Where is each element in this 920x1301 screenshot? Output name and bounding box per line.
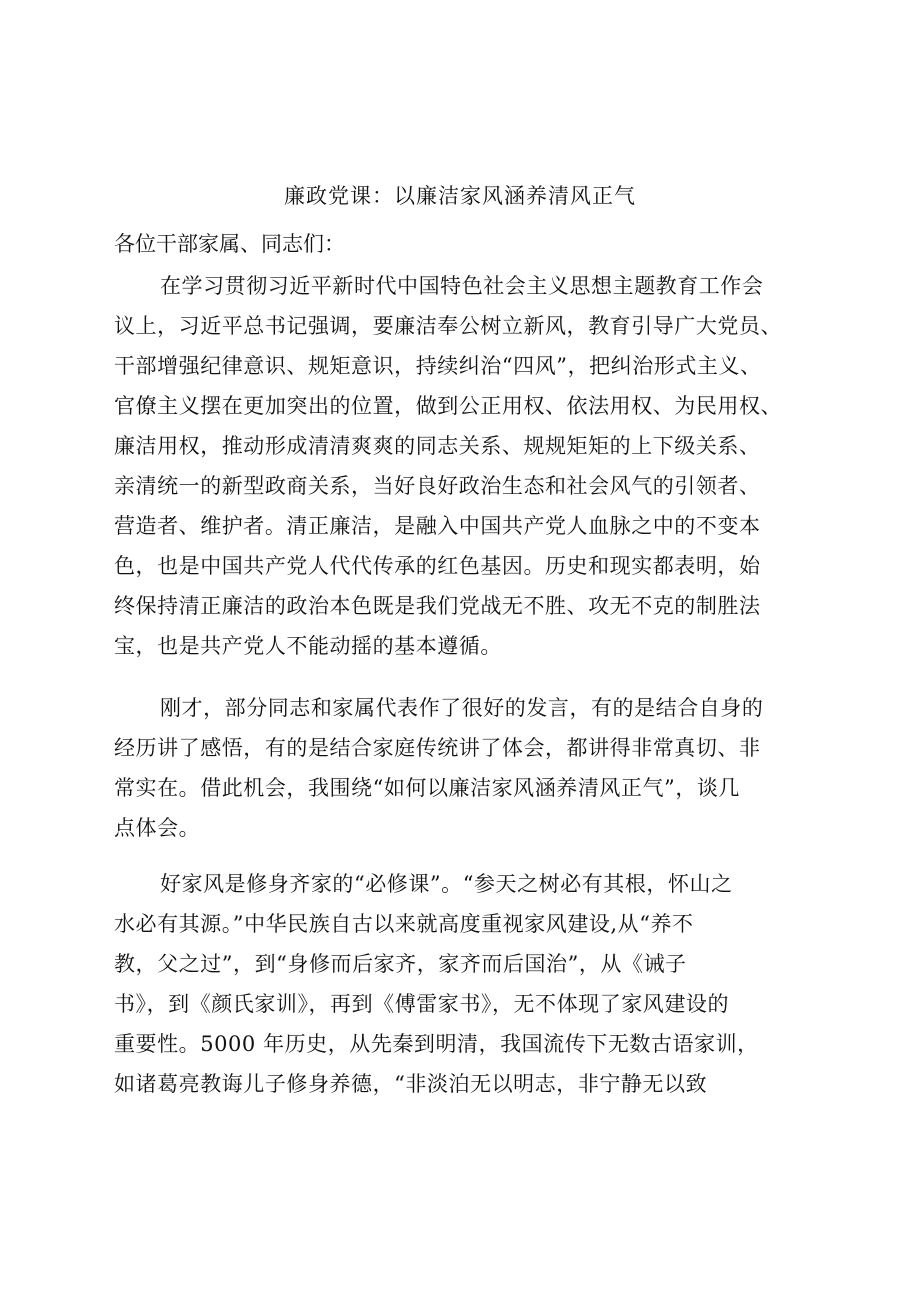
text-line: 点体会。 [114, 816, 201, 840]
text-line: 水必有其源。”中华民族自古以来就高度重视家风建设,从“养不 [114, 912, 694, 936]
text-line: 刚才，部分同志和家属代表作了很好的发言，有的是结合自身的 [160, 696, 764, 720]
document-title: 廉政党课：以廉洁家风涵养清风正气 [284, 184, 636, 208]
text-line: 书》，到《颜氏家训》，再到《傅雷家书》，无不体现了家风建设的 [114, 992, 729, 1016]
text-line: 终保持清正廉洁的政治本色既是我们党战无不胜、攻无不克的制胜法 [114, 594, 761, 618]
text-line: 教，父之过”，到“身修而后家齐，家齐而后国治”，从《诫子 [114, 952, 687, 976]
text-line: 营造者、维护者。清正廉洁，是融入中国共产党人血脉之中的不变本 [114, 514, 761, 538]
text-line: 在学习贯彻习近平新时代中国特色社会主义思想主题教育工作会 [160, 274, 764, 298]
text-line: 廉洁用权，推动形成清清爽爽的同志关系、规规矩矩的上下级关系、 [114, 434, 761, 458]
text-line: 常实在。借此机会，我围绕“如何以廉洁家风涵养清风正气”，谈几 [114, 776, 740, 800]
text-line: 官僚主义摆在更加突出的位置，做到公正用权、依法用权、为民用权、 [114, 394, 783, 418]
text-line: 议上，习近平总书记强调，要廉洁奉公树立新风，教育引导广大党员、 [114, 314, 783, 338]
text-line: 干部增强纪律意识、规矩意识，持续纠治“四风”，把纠治形式主义、 [114, 354, 762, 378]
text-line: 宝，也是共产党人不能动摇的基本遵循。 [114, 634, 502, 658]
text-line: 色，也是中国共产党人代代传承的红色基因。历史和现实都表明，始 [114, 554, 761, 578]
text-line: 亲清统一的新型政商关系，当好良好政治生态和社会风气的引领者、 [114, 474, 761, 498]
text-line: 好家风是修身齐家的“必修课”。“参天之树必有其根，怀山之 [160, 872, 733, 896]
text-line: 如诸葛亮教诲儿子修身养德，“非淡泊无以明志，非宁静无以致 [114, 1072, 708, 1096]
text-line: 重要性。5000 年历史，从先秦到明清，我国流传下无数古语家训， [114, 1032, 759, 1056]
greeting: 各位干部家属、同志们： [114, 232, 345, 256]
text-line: 经历讲了感悟，有的是结合家庭传统讲了体会，都讲得非常真切、非 [114, 736, 761, 760]
